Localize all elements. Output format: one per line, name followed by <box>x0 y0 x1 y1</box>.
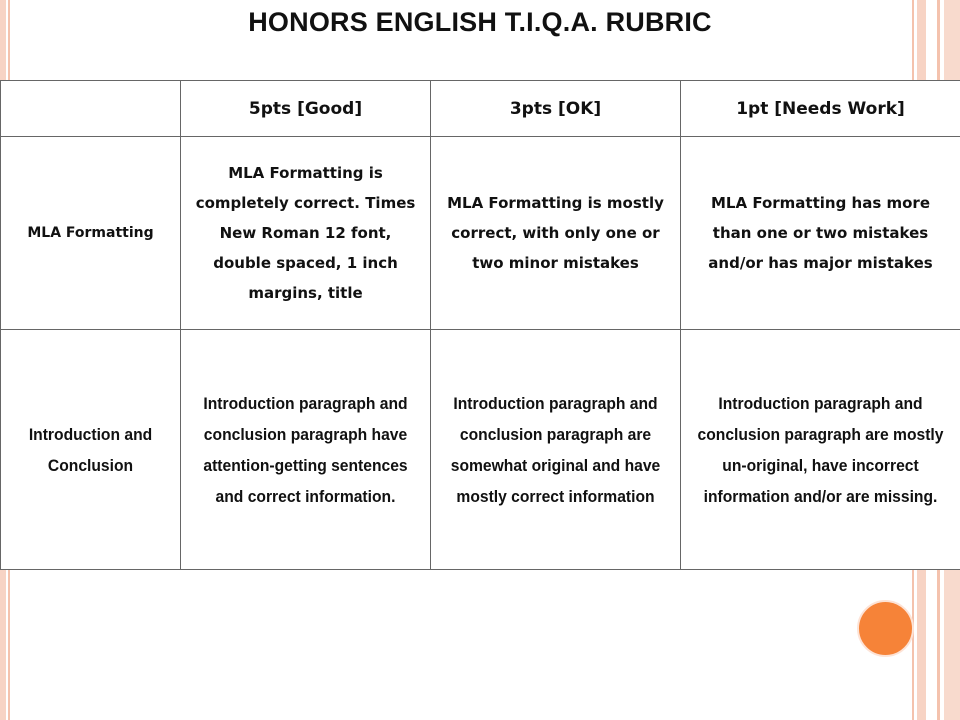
row-label-cell-introduction <box>1 330 181 570</box>
table-header-row <box>1 81 960 137</box>
cell-intro-needs-work-wrap <box>681 330 960 570</box>
orange-circle-icon <box>857 600 914 657</box>
cell-mla-good: MLA Formatting is completely correct. Times New Roman 12 font, double spaced, 1 inch margins, title <box>181 137 431 330</box>
row-label-mla-formatting: MLA Formatting <box>1 137 181 330</box>
row-label-introduction-conclusion: Introduction and Conclusion <box>28 424 153 475</box>
cell-mla-ok: MLA Formatting is mostly correct, with only one or two minor mistakes <box>431 137 681 330</box>
table-row-introduction-conclusion <box>1 330 960 570</box>
header-needs-work: 1pt [Needs Work] <box>681 81 960 137</box>
cell-mla-needs-work: MLA Formatting has more than one or two mistakes and/or has major mistakes <box>681 137 960 330</box>
header-corner-cell <box>1 81 181 137</box>
cell-intro-needs-work: Introduction paragraph and conclusion paragraph are mostly un-original, have incorrect information and/or are missing. <box>697 393 944 506</box>
header-ok: 3pts [OK] <box>431 81 681 137</box>
rubric-table <box>0 80 960 570</box>
cell-intro-ok-wrap <box>431 330 681 570</box>
cell-intro-good-wrap <box>181 330 431 570</box>
header-good: 5pts [Good] <box>181 81 431 137</box>
cell-intro-ok: Introduction paragraph and conclusion paragraph are somewhat original and have mostly correct information <box>450 393 661 506</box>
table-row-mla-formatting <box>1 137 960 330</box>
page-title: HONORS ENGLISH T.I.Q.A. RUBRIC <box>248 7 712 37</box>
cell-intro-good: Introduction paragraph and conclusion paragraph have attention-getting sentences and correct information. <box>203 393 408 506</box>
